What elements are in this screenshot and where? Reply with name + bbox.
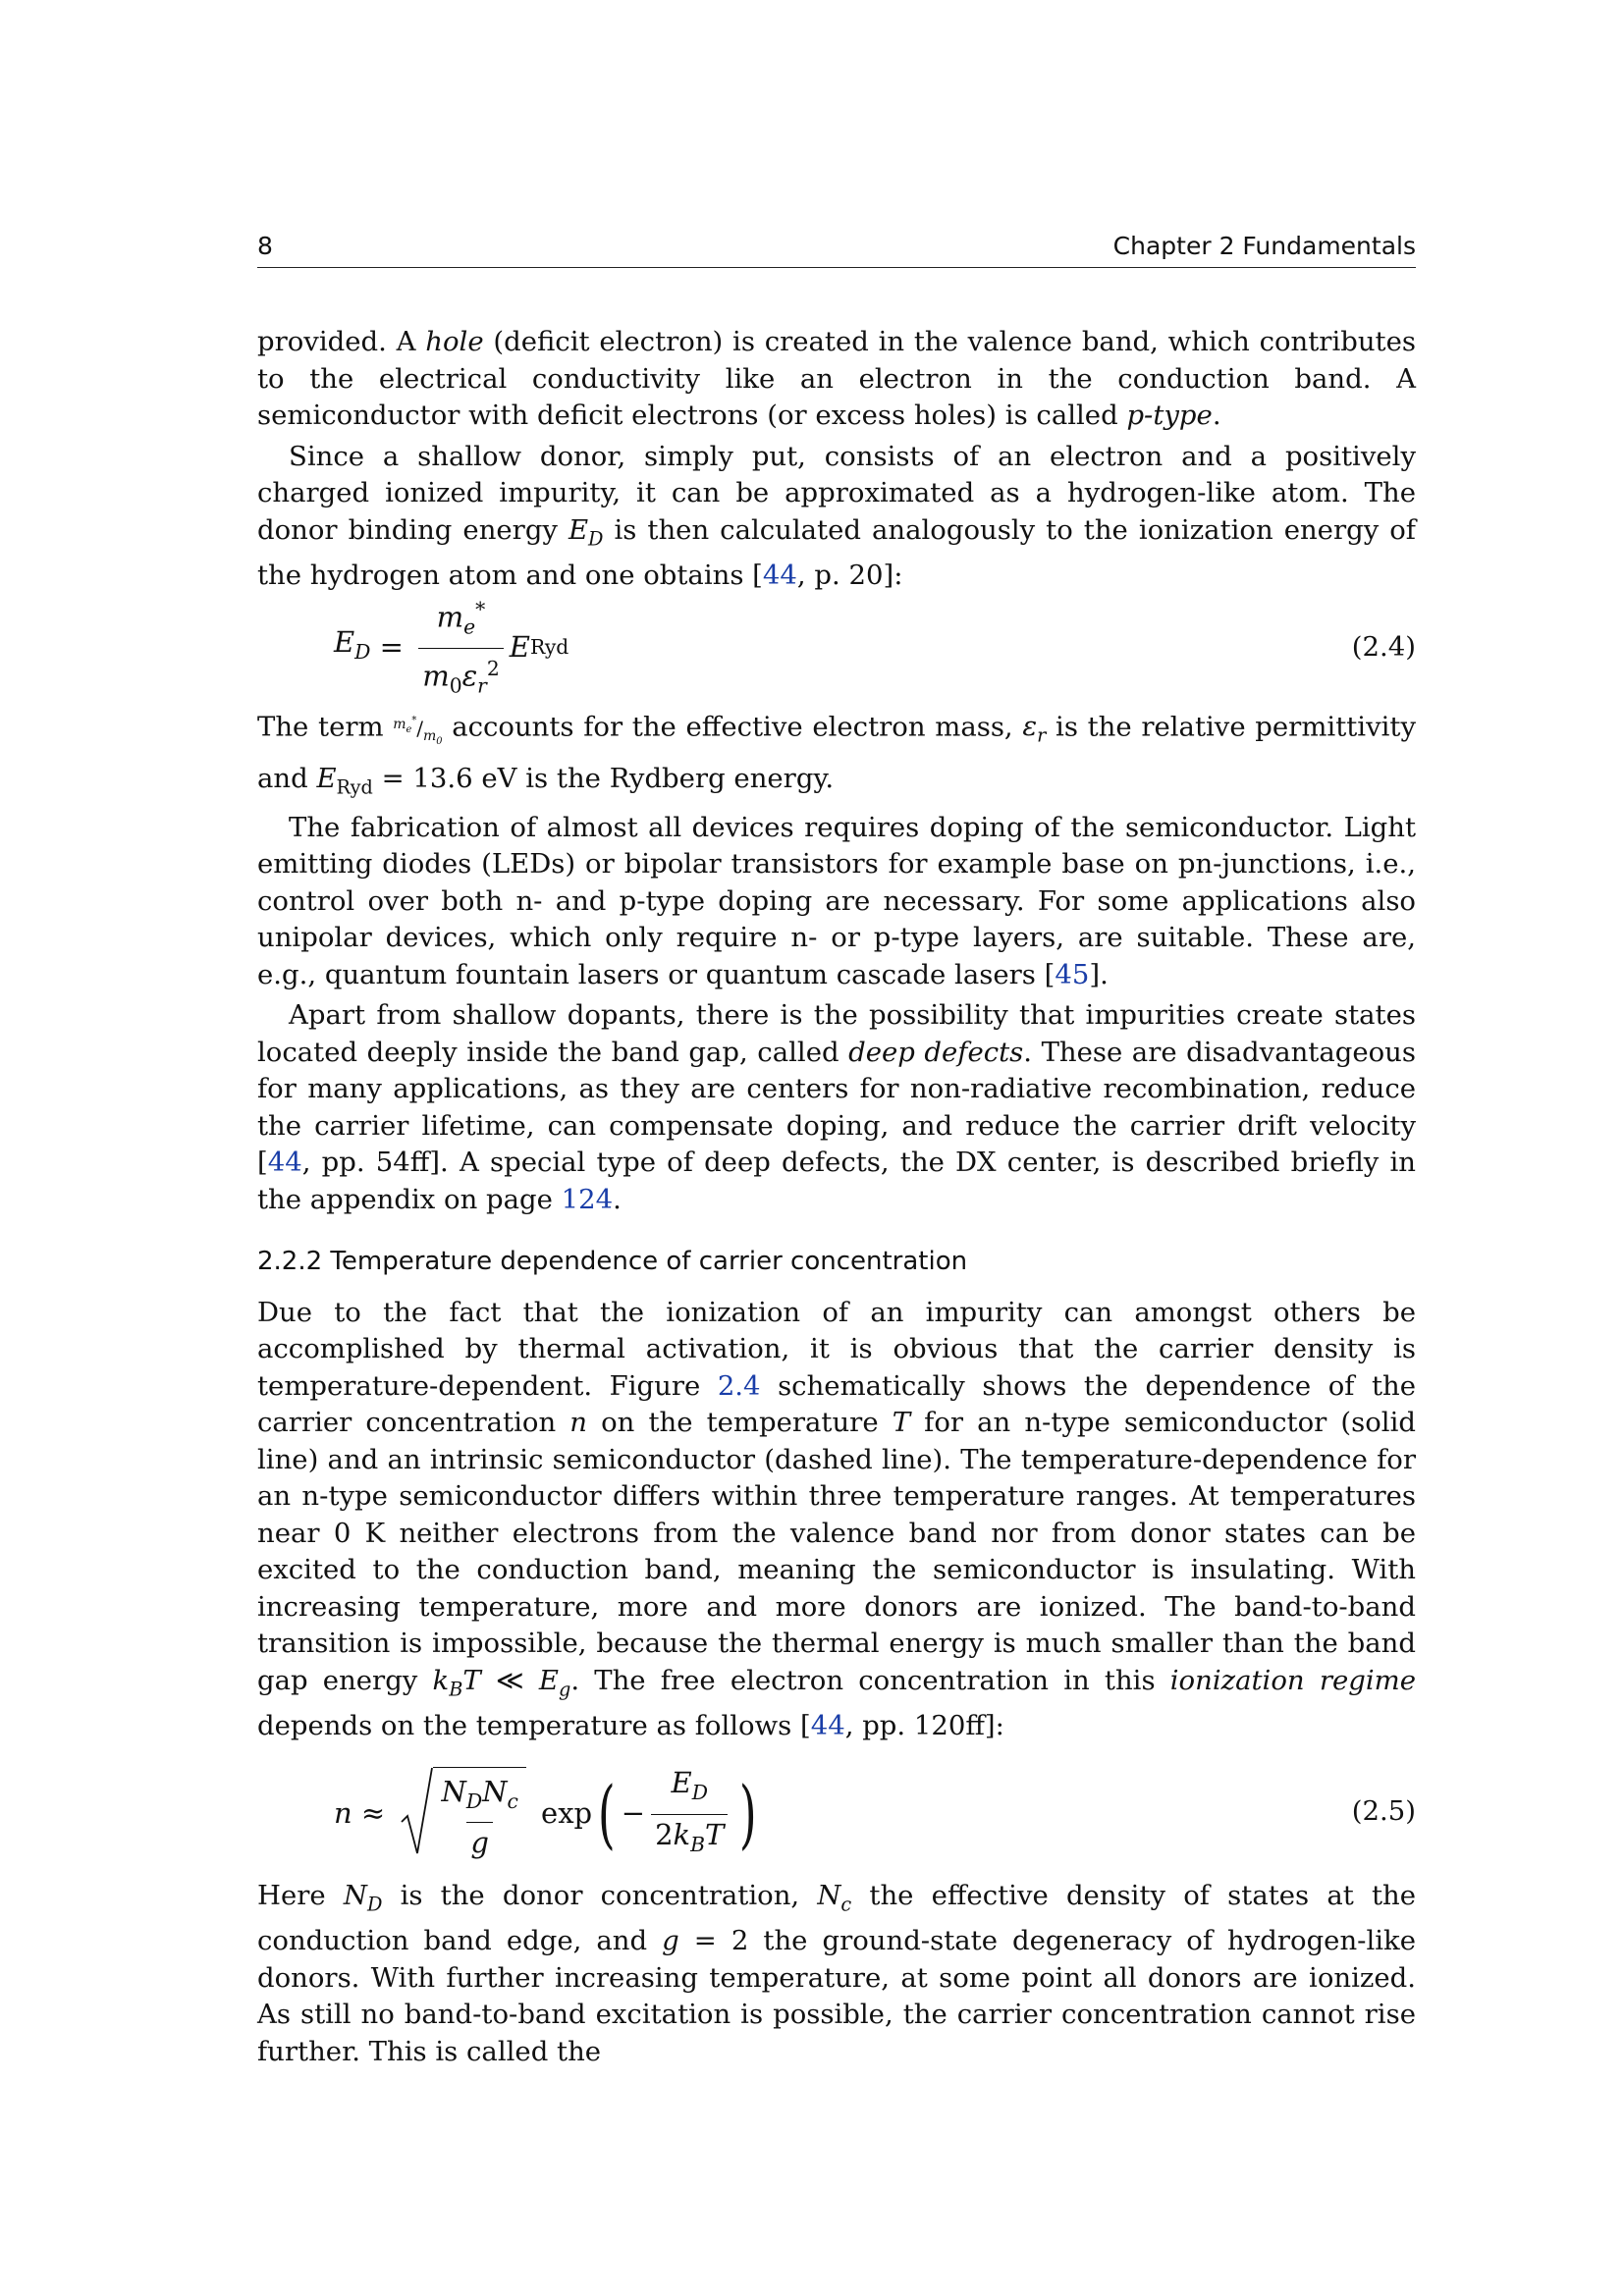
section-heading: 2.2.2 Temperature dependence of carrier concentration (257, 1247, 968, 1277)
citation-link[interactable]: 44 (762, 559, 797, 591)
chapter-title: Chapter 2 Fundamentals (1112, 232, 1416, 260)
paragraph-1: provided. A hole (deficit electron) is created in the valence band, which contributes to the electrical conductivity like an electron in the conduction band. A semiconductor with deficit electrons (or excess holes) is called p-type. (257, 326, 1416, 431)
citation-link[interactable]: 45 (1055, 958, 1090, 990)
body-text (257, 324, 1416, 2070)
equation-number: (2.4) (1351, 631, 1416, 663)
citation-link[interactable]: 44 (267, 1147, 302, 1179)
equation-2-5-body: n ≈ $\frac{N_DN_c}{g}$ exp ( − $\frac{E_D}{2k_BT}$ ) (334, 1750, 763, 1878)
running-header (257, 228, 1416, 268)
paragraph-6: Due to the fact that the ionization of an impurity can amongst others be accomplished by thermal activation, it is obvious that the carrier density is temperature-dependent. Figure 2.4 schematically shows the dependence of the carrier concentration n on the temperature T for an n-type semiconductor (solid line) and an intrinsic semiconductor (dashed line). The temperature-dependence for an n-type semiconductor differs within three temperature ranges. At temperatures near 0 K neither electrons from the valence band nor from donor states can be excited to the conduction band, meaning the semiconductor is insulating. With increasing temperature, more and more donors are ionized. The band-to-band transition is impossible, because the thermal energy is much smaller than the band gap energy $k_BT$ ≪ $E_g$. The free electron concentration in this ionization regime depends on the temperature as follows [44, pp. 120ff]: (257, 1296, 1416, 1741)
equation-2-4-body: $E_D$ = $\frac{m_e^*}{m_0\varepsilon_r^2}$ E Ryd (334, 594, 568, 702)
figure-link[interactable]: 2.4 (717, 1369, 761, 1402)
square-root-symbol: $\frac{N_DN_c}{g}$ (400, 1767, 525, 1862)
citation-link[interactable]: 44 (810, 1709, 845, 1741)
paragraph-5: Apart from shallow dopants, there is the possibility that impurities create states located deeply inside the band gap, called deep defects. These are disadvantageous for many applications, as they are centers for non-radiative recombination, reduce the carrier lifetime, can compensate doping, and reduce the carrier drift velocity [44, pp. 54ff]. A special type of deep defects, the DX center, is described briefly in the appendix on page 124. (257, 999, 1417, 1215)
paragraph-7: Here $N_D$ is the donor concentration, $N_c$ the effective density of states at the conduction band edge, and g = 2 the ground-state degeneracy of hydrogen-like donors. With further increasing temperature, at some point all donors are ionized. As still no band-to-band excitation is possible, the carrier concentration cannot rise further. This is called the (257, 1880, 1417, 2067)
equation-2-5 (257, 1750, 1416, 1878)
page-number: 8 (257, 232, 273, 260)
paragraph-2: Since a shallow donor, simply put, consists of an electron and a positively charged ionized impurity, it can be approximated as a hydrogen-like atom. The donor binding energy $E_D$ is then calculated analogously to the ionization energy of the hydrogen atom and one obtains [44, p. 20]: (257, 440, 1416, 591)
equation-2-4 (257, 594, 1416, 702)
page-link[interactable]: 124 (561, 1183, 614, 1215)
equation-number: (2.5) (1351, 1795, 1416, 1828)
paragraph-4: The fabrication of almost all devices requires doping of the semiconductor. Light emitting diodes (LEDs) or bipolar transistors for example base on pn-junctions, i.e., control over both n- and p-type doping are necessary. For some applications also unipolar devices, which only require n- or p-type layers, are suitable. These are, e.g., quantum fountain lasers or quantum cascade lasers [45]. (257, 811, 1416, 990)
paragraph-3: The term $^{m_e^*}/_{m_0}$ accounts for the effective electron mass, $\varepsilon_r$ is the relative permittivity and $E_{Ryd} = 13.6$ eV is the Rydberg energy. (257, 711, 1417, 799)
